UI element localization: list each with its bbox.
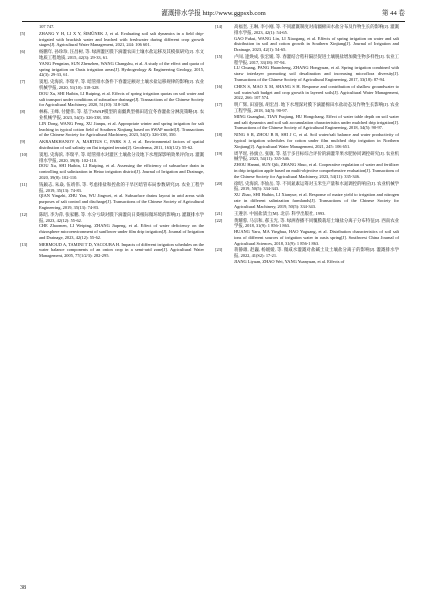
reference-text: 黄耀蓉, 马宗和, 郝玉光, 等. 绿洲春播不同覆膜栽培土壤盐分离子分布特征[J]. 西南农业学报, 2018, 31(9): 1 856-1 863. bbox=[234, 217, 399, 229]
reference-entry bbox=[20, 152, 204, 181]
reference-number: [21] bbox=[215, 210, 223, 216]
reference-text: 徐昭, 史海滨, 李仙岳, 等. 不同氮素运筹对玉米生产量和水氮调控的响应[J]. 农业机械学报, 2019, 50(5): 334-343. bbox=[234, 180, 399, 192]
reference-column-left bbox=[20, 24, 204, 260]
reference-text: 杨鹏年, 孙珍珍, 汪昌树, 等. 绿洲灌区膜下滴灌农田土壤水盐运移及其模拟研究[J]. 水文地质工程地质, 2015, 42(3): 29-33, 61. bbox=[39, 49, 204, 61]
reference-text: LIN Dong, WANG Feng, XU Jianpu, et al. Appropriate winter and spring irrigation for salt leaching in typical cotton field of Southern Xinjiang based on SWAP model[J]. Transactions of the Chinese Society for Agricultural Machinery, 2023, 54(3): 326-338, 350. bbox=[39, 120, 204, 138]
running-header bbox=[22, 8, 405, 22]
reference-entry bbox=[20, 79, 204, 108]
reference-text: NING S R, ZHOU B B, SHI J C, et al. Soil water/salt balance and water productivity of typical irrigation schedules for cotton under film mulched drip irrigation in Northern Xinjiang[J]. Agricultural Water Management, 2021, 245: 106 651. bbox=[234, 132, 399, 149]
reference-text: 王遵亲. 中国盐渍土[M]. 北京: 科学出版社, 1993. bbox=[234, 210, 326, 216]
reference-entry bbox=[20, 242, 204, 259]
reference-text: MERMOUD A, TAMINI T D, YACOUBA H. Impacts of different irrigation schedules on the water balance components of an onion crop in a semi-arid zone[J]. Agricultural Water Management, 2005, 77(1/2/3): 282-295. bbox=[39, 241, 204, 259]
reference-text: 卢闯, 逄焕成, 张宏媛, 等. 春灌结合秸秆隔层促进土壤脱盐增加微生物多样性[J]. 农业工程学报, 2017, 33(18): 87-94. bbox=[234, 53, 399, 65]
reference-entry bbox=[215, 247, 399, 264]
reference-text: ZHANG Y H, LI X Y, ŠIMŮNEK J, et al. Evaluating soil salt dynamics in a field drip-irrigated with brackish water and leached with freshwater during different crop growth stages[J]. Agricultural Water Management, 2021, 244: 106 601. bbox=[39, 30, 204, 48]
reference-number: [6] bbox=[20, 49, 26, 55]
reference-number: [7] bbox=[20, 79, 26, 85]
reference-text: 窦旭, 史海滨, 李瑞平, 等. 暗管排水条件下春灌定额对土壤水盐运移规律的影响[J]. 农业机械学报, 2020, 51(10): 318-328. bbox=[39, 79, 204, 91]
reference-entry bbox=[20, 212, 204, 241]
reference-number: [19] bbox=[215, 150, 223, 156]
reference-number: [5] bbox=[20, 30, 26, 36]
reference-number: [22] bbox=[215, 217, 223, 223]
reference-number: [11] bbox=[20, 181, 28, 187]
reference-text: 窦旭, 史海滨, 李瑞平, 等. 暗管排水对灌区土壤盐分及地下水埋深影响效果评价[J]. 灌溉排水学报, 2020, 39(8): 102-110. bbox=[39, 151, 204, 163]
reference-text: 钱颖志, 朱焱, 伍靖伟, 等. 考虑排盐和控盐的干旱区暗管布局参数研究[J]. 农业工程学报, 2019, 35(13): 74-83. bbox=[39, 181, 204, 193]
reference-entry bbox=[20, 139, 204, 151]
reference-column-right bbox=[215, 24, 399, 266]
reference-number: [10] bbox=[20, 151, 28, 157]
reference-text: DOU Xu, SHI Haibin, LI Ruiping, et al. Effects of spring irrigation quotas on soil water and salt transport under conditions of subsurface drainage[J]. Transactions of the Chinese Society for Agricultural Machinery, 2020, 51(10): 318-328. bbox=[39, 90, 204, 108]
reference-text: DOU Xu, SHI Haibin, LI Ruiping, et al. Assessing the efficiency of subsurface drain in controlling soil salinization in Hetao irrigation district[J]. Journal of Irrigation and Drainage, 2020, 39(8): 102-110. bbox=[39, 163, 204, 180]
reference-entry bbox=[20, 109, 204, 138]
reference-text: 107 747. bbox=[39, 24, 55, 29]
reference-entry bbox=[215, 54, 399, 83]
reference-number: [18] bbox=[215, 132, 223, 138]
reference-entry bbox=[20, 182, 204, 211]
reference-text: AKRAMKHANOV A, MARTIUS C, PARK S J, et al. Environmental factors of spatial distribution of soil salinity on flat irrigated terrain[J]. Geoderma, 2011, 163(1/2): 55-62. bbox=[39, 139, 204, 150]
reference-text: QIAN Yingzhi, ZHU Yan, WU Jingwei, et al. Subsurface drains layout in arid areas with purposes of salt control and discharge[J]. Transactions of the Chinese Society of Agricultural Engineering, 2019, 35(13): 74-83. bbox=[39, 193, 204, 210]
journal-header-title: 灌溉排水学报 http://www.ggpsxb.com bbox=[161, 10, 266, 17]
reference-entry bbox=[215, 132, 399, 149]
reference-entry bbox=[215, 102, 399, 131]
reference-text: 周芊瑶, 孙旗立, 张敏, 等. 基于多目标综合评价的滴灌苹果水肥协同调控研究[J]. 农业机械学报, 2023, 54(11): 335-346. bbox=[234, 150, 399, 162]
reference-number: [8] bbox=[20, 109, 26, 115]
reference-text: GAO Fukui, WANG Lin, LI Xiaogang, et al. Effects of spring irrigation on water and salt distribution in soil and cotton growth in Southern Xinjiang[J]. Journal of Irrigation and Drainage, 2023, 42(1): 54-65. bbox=[234, 35, 399, 52]
reference-text: 林栋, 王峰, 付健伟, 等. 基于SWAP模型的南疆典型棉田适宜冬春灌盐分淋洗策略[J]. 农业机械学报, 2023, 54(3): 326-338, 350. bbox=[39, 109, 204, 120]
reference-number: [9] bbox=[20, 139, 26, 145]
reference-entry bbox=[215, 218, 399, 247]
reference-number: [15] bbox=[215, 53, 223, 59]
reference-text: 高福奎, 王琳, 李小刚, 等. 不同灌溉制度对南疆棉田水盐分布及作物生长的影响[J]. 灌溉排水学报, 2023, 42(1): 54-65. bbox=[234, 24, 399, 35]
reference-entry bbox=[20, 31, 204, 48]
reference-text: 蒋静雄, 赵巍, 杨媛媛, 等. 微咸水灌溉对盐碱土及土壤盐分离子的影响[J]. 灌溉排水学报, 2022, 41(S2): 17-21. bbox=[234, 247, 399, 259]
reference-entry bbox=[215, 84, 399, 101]
volume-label: 第 44 卷 bbox=[381, 10, 405, 17]
reference-text: 明广辉, 田富强, 胡宏昌. 地下水埋深对膜下滴灌棉田水盐动态及作物生长影响[J]. 农业工程学报, 2018, 34(5): 90-97. bbox=[234, 102, 399, 114]
reference-entry bbox=[215, 151, 399, 180]
reference-text: MING Guanghui, TIAN Fuqiang, HU Hongchang. Effect of water table depth on soil water and salt dynamics and soil salt accumulation characteristics under mulched drip irrigation[J]. Transactions of the Chinese Society of Agricultural Engineering, 2018, 34(5): 90-97. bbox=[234, 113, 399, 131]
reference-number: [13] bbox=[20, 241, 28, 247]
reference-text: YANG Pengnian, SUN Zhenzhen, WANG Changshu, et al. A study of the effect and quota of spring irrigation on Oasis irrigation areas[J]. Hydrogeology & Engineering Geology, 2015, 42(3): 29-33, 61. bbox=[39, 60, 204, 78]
reference-number: [14] bbox=[215, 24, 223, 29]
reference-text: XU Zhao, SHI Haibin, LI Xianyue, et al. Response of maize yield to irrigation and nitrogen rate in different salinization farmlands[J]. Transactions of the Chinese Society for Agricultural Machinery, 2019, 50(5): 334-343. bbox=[234, 192, 399, 209]
reference-number: [23] bbox=[215, 247, 223, 253]
page-number: 38 bbox=[20, 585, 26, 591]
reference-text: ZHOU Hanmi, SUN Qili, ZHANG Shuo, et al. Cooperative regulation of water and fertilizer in drip irrigation apple based on multi-objective comprehensive evaluation[J]. Transactions of the Chinese Society for Agricultural Machinery, 2023, 54(11): 335-346. bbox=[234, 162, 399, 179]
reference-entry bbox=[215, 181, 399, 210]
reference-entry bbox=[215, 24, 399, 53]
reference-number: [12] bbox=[20, 211, 28, 217]
reference-text: CHEN S, MAO X M, SHANG S H. Response and contribution of shallow groundwater to soil water/salt budget and crop growth in layered soils[J]. Agricultural Water Management, 2022, 266: 107 574. bbox=[234, 83, 399, 101]
reference-number: [20] bbox=[215, 180, 223, 186]
reference-number: [17] bbox=[215, 102, 223, 108]
reference-text: CHE Zhaomen, LI Weiping, ZHANG Jiapeng, et al. Effect of water deficiency on the rhizosphere microenvironment of sunflower under film drip irrigation[J]. Journal of Irrigation and Drainage, 2023, 42(12): 55-62. bbox=[39, 223, 204, 240]
reference-text: LU Chuang, PANG Huancheng, ZHANG Hongyuan, et al. Spring irrigation combined with straw interlayer promoting soil desalination and increasing microflora diversity[J]. Transactions of the Chinese Society of Agricultural Engineering, 2017, 33(18): 87-94. bbox=[234, 65, 399, 82]
reference-text: 陈昭, 李为萍, 张家鹏, 等. 水分亏缺对膜下滴灌向日葵根际微环境的影响[J]. 灌溉排水学报, 2023, 42(12): 55-62. bbox=[39, 211, 204, 223]
reference-text: JIANG Liyuan, ZHAO Wei, YANG Yuanyuan, et al. Effects of bbox=[234, 258, 345, 264]
reference-text: HUANG Yaru, MA Yinghua, HAO Yuguang, et al. Distribution characteristics of soil salt ions of different sources of irrigation water in oasis spring[J]. Southwest China Journal of Agricultural Sciences, 2018, 31(9): 1 856-1 863. bbox=[234, 229, 399, 246]
reference-number: [16] bbox=[215, 83, 223, 89]
reference-entry bbox=[20, 24, 204, 30]
reference-entry bbox=[20, 49, 204, 78]
reference-entry bbox=[215, 211, 399, 217]
